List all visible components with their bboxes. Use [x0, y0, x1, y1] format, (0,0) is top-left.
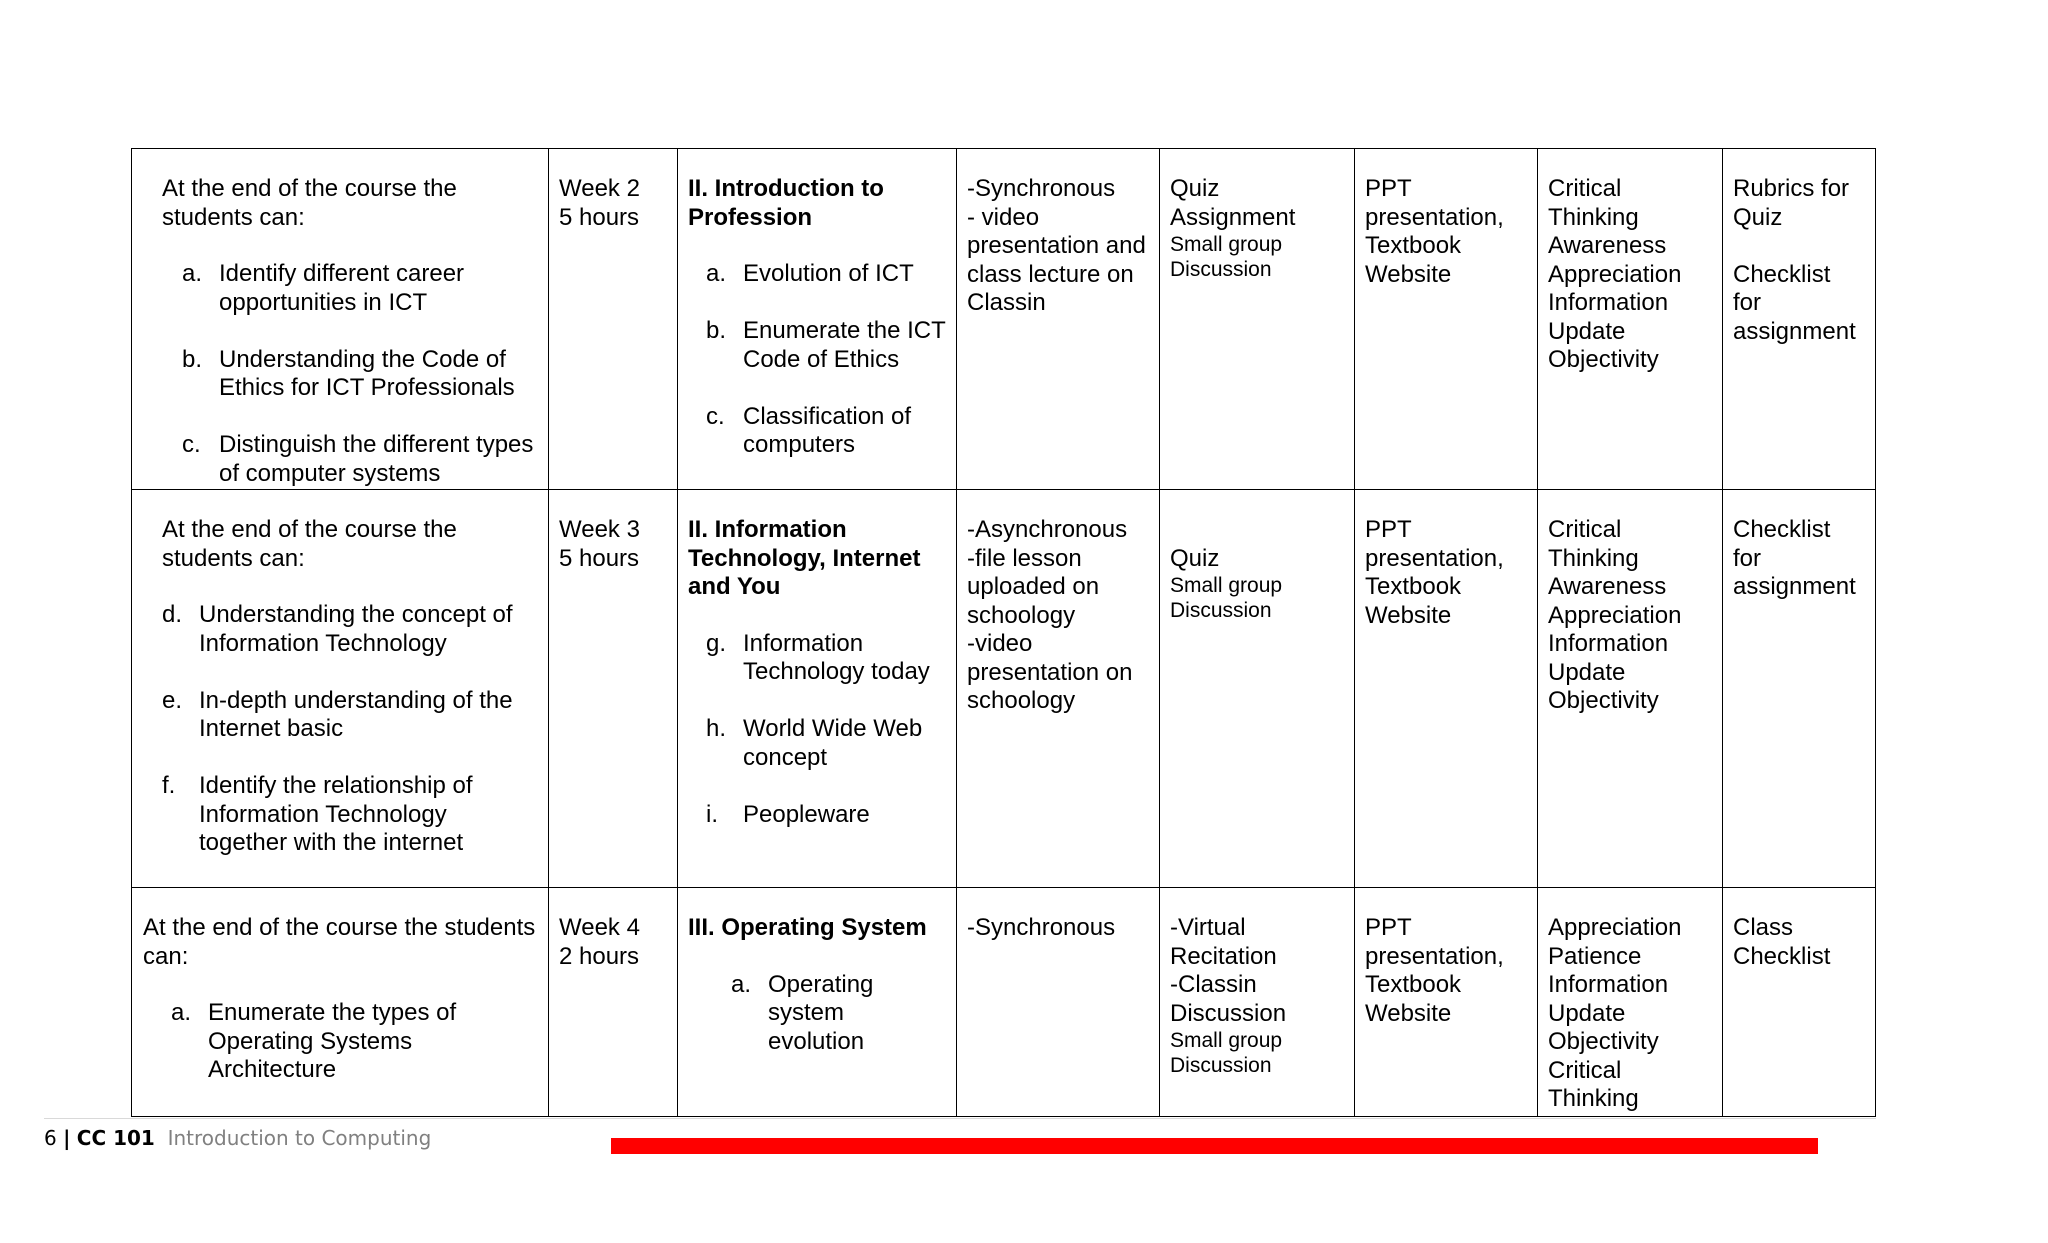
- delivery-line: -Synchronous: [967, 914, 1116, 941]
- values-cell: [1538, 490, 1723, 888]
- value-line: Appreciation: [1548, 914, 1682, 941]
- resource-line: PPT presentation,: [1365, 914, 1504, 970]
- value-line: Patience: [1548, 942, 1642, 970]
- rubrics-cell: [1723, 149, 1876, 490]
- syllabus-table: [131, 148, 1876, 1117]
- assessment-line: Small group Discussion: [1170, 574, 1283, 622]
- list-item: b. Enumerate the ICT Code of Ethics: [706, 317, 946, 373]
- resources-cell: [1355, 490, 1538, 888]
- list-item: b. Understanding the Code of Ethics for ICT Professionals: [182, 345, 515, 401]
- rubric-line: Rubrics for Quiz: [1733, 175, 1850, 231]
- week-label: Week 3: [559, 516, 640, 543]
- learning-outcomes-cell: [132, 149, 549, 490]
- week-cell: [549, 490, 678, 888]
- topic-list: [688, 971, 946, 1057]
- rubrics-cell: [1723, 490, 1876, 888]
- assessment-line: -Virtual Recitation: [1170, 914, 1277, 970]
- learning-outcomes-cell: [132, 490, 549, 888]
- rubric-line: Class Checklist: [1733, 914, 1831, 970]
- outcome-list: [162, 260, 538, 488]
- resource-line: Textbook: [1365, 971, 1462, 998]
- topic-title: II. Introduction to Profession: [688, 175, 884, 231]
- delivery-cell: [957, 149, 1160, 490]
- topic-cell: [678, 149, 957, 490]
- course-code: CC 101: [76, 1126, 155, 1150]
- rubric-line: Checklist for assignment: [1733, 260, 1856, 345]
- resources-cell: [1355, 888, 1538, 1117]
- assessment-cell: [1160, 888, 1355, 1117]
- assessment-cell: [1160, 490, 1355, 888]
- outcome-intro: At the end of the course the students can:: [162, 516, 457, 572]
- value-line: Appreciation: [1548, 260, 1682, 288]
- rubric-spacer: [1733, 232, 1865, 261]
- list-item: a. Identify different career opportunities in ICT: [182, 260, 465, 316]
- resource-line: Website: [1365, 999, 1452, 1027]
- list-item: a. Evolution of ICT: [706, 260, 914, 287]
- value-line: Information Update: [1548, 971, 1669, 1027]
- delivery-cell: [957, 490, 1160, 888]
- list-item: c. Distinguish the different types of computer systems: [182, 431, 534, 487]
- list-item: c. Classification of computers: [706, 402, 912, 458]
- page-footer: [44, 1118, 1876, 1154]
- resource-line: Textbook: [1365, 232, 1462, 259]
- week-label: Week 2: [559, 175, 640, 202]
- assessment-line: Quiz: [1170, 175, 1220, 202]
- topic-cell: [678, 490, 957, 888]
- table-row: [132, 149, 1876, 490]
- delivery-line: -video presentation on schoology: [967, 630, 1133, 714]
- learning-outcomes-cell: [132, 888, 549, 1117]
- values-cell: [1538, 149, 1723, 490]
- value-line: Information Update: [1548, 630, 1669, 686]
- value-line: Objectivity: [1548, 687, 1659, 714]
- value-line: Information Update: [1548, 289, 1669, 345]
- assessment-line: Small group Discussion: [1170, 1029, 1283, 1077]
- topic-list: [688, 630, 946, 830]
- list-item: e. In-depth understanding of the Internet basic: [162, 686, 513, 742]
- table-row: [132, 490, 1876, 888]
- table-row: [132, 888, 1876, 1117]
- list-item: i. Peopleware: [706, 800, 870, 828]
- assessment-line: Quiz: [1170, 544, 1220, 572]
- assessment-spacer: [1170, 516, 1344, 545]
- value-line: Awareness: [1548, 232, 1667, 259]
- list-item: a. Operating system evolution: [731, 970, 874, 1055]
- footer-text: [44, 1126, 431, 1150]
- outcome-intro: At the end of the course the students can:: [162, 175, 457, 231]
- delivery-line: -file lesson uploaded on schoology: [967, 544, 1100, 629]
- outcome-list: [162, 601, 538, 858]
- week-cell: [549, 888, 678, 1117]
- value-line: Awareness: [1548, 573, 1667, 600]
- resource-line: Website: [1365, 260, 1452, 288]
- resource-line: PPT presentation,: [1365, 516, 1504, 572]
- list-item: d. Understanding the concept of Information Technology: [162, 601, 513, 657]
- topic-cell: [678, 888, 957, 1117]
- value-line: Critical Thinking: [1548, 1056, 1639, 1112]
- value-line: Objectivity: [1548, 1028, 1659, 1055]
- list-item: g. Information Technology today: [706, 629, 930, 685]
- resource-line: PPT presentation,: [1365, 175, 1504, 231]
- delivery-line: -Asynchronous: [967, 516, 1128, 543]
- topic-list: [688, 260, 946, 460]
- assessment-line: Small group Discussion: [1170, 233, 1283, 281]
- resource-line: Textbook: [1365, 573, 1462, 600]
- week-cell: [549, 149, 678, 490]
- assessment-line: -Classin Discussion: [1170, 971, 1287, 1027]
- topic-title: II. Information Technology, Internet and You: [688, 516, 921, 600]
- value-line: Critical Thinking: [1548, 516, 1639, 572]
- value-line: Appreciation: [1548, 601, 1682, 629]
- assessment-cell: [1160, 149, 1355, 490]
- value-line: Objectivity: [1548, 346, 1659, 373]
- list-item: a. Enumerate the types of Operating Systems Architecture: [171, 999, 457, 1083]
- hours-label: 5 hours: [559, 203, 640, 231]
- delivery-line: - video presentation and class lecture on Classin: [967, 203, 1146, 316]
- hours-label: 5 hours: [559, 544, 640, 572]
- values-cell: [1538, 888, 1723, 1117]
- delivery-cell: [957, 888, 1160, 1117]
- page-number: 6: [44, 1126, 57, 1150]
- resources-cell: [1355, 149, 1538, 490]
- outcome-intro: At the end of the course the students can:: [143, 914, 536, 970]
- footer-divider: [44, 1118, 1876, 1119]
- value-line: Critical Thinking: [1548, 175, 1639, 231]
- footer-accent-bar: [611, 1138, 1818, 1154]
- rubrics-cell: [1723, 888, 1876, 1117]
- rubric-line: Checklist for assignment: [1733, 516, 1856, 600]
- list-item: h. World Wide Web concept: [706, 715, 923, 771]
- delivery-line: -Synchronous: [967, 175, 1116, 202]
- list-item: f. Identify the relationship of Information Technology together with the internet: [162, 772, 473, 856]
- course-title: Introduction to Computing: [167, 1126, 432, 1150]
- footer-separator: |: [63, 1126, 71, 1150]
- week-label: Week 4: [559, 914, 640, 941]
- outcome-list: [143, 999, 538, 1085]
- topic-title: III. Operating System: [688, 914, 927, 941]
- hours-label: 2 hours: [559, 942, 640, 970]
- assessment-line: Assignment: [1170, 203, 1296, 231]
- resource-line: Website: [1365, 601, 1452, 629]
